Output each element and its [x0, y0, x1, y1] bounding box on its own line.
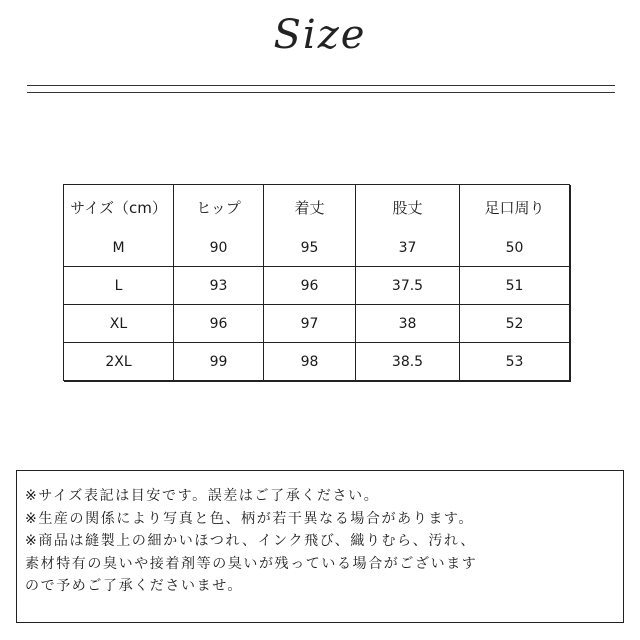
cell-rise: 38	[356, 305, 460, 343]
table-header-row	[64, 185, 569, 229]
cell-hem: 50	[460, 229, 569, 267]
cell-length: 95	[264, 229, 356, 267]
cell-hem: 52	[460, 305, 569, 343]
cell-hem: 53	[505, 353, 524, 370]
size-table	[63, 184, 570, 381]
cell-size: M	[64, 229, 174, 267]
cell-size: L	[64, 267, 174, 305]
cell-length: 97	[264, 305, 356, 343]
cell-size: 2XL	[64, 343, 174, 380]
cell-rise: 37	[356, 229, 460, 267]
note-line: ※生産の関係により写真と色、柄が若干異なる場合があります。	[25, 510, 475, 527]
divider-line	[27, 85, 615, 86]
cell-length: 96	[264, 267, 356, 305]
table-row	[64, 229, 569, 267]
header-rise: 股丈	[356, 185, 460, 229]
header-hip: ヒップ	[174, 185, 264, 229]
cell-hem: 51	[460, 267, 569, 305]
header-length: 着丈	[264, 185, 356, 229]
cell-rise: 38.5	[356, 343, 460, 380]
header-size: サイズ（cm）	[64, 185, 174, 229]
note-line: 素材特有の臭いや接着剤等の臭いが残っている場合がございます	[25, 555, 478, 572]
cell-hip: 96	[174, 305, 264, 343]
cell-hip: 99	[174, 343, 264, 380]
cell-hip: 93	[174, 267, 264, 305]
header-hem: 足口周り	[484, 198, 545, 217]
cell-rise: 37.5	[356, 267, 460, 305]
note-line: ※サイズ表記は目安です。誤差はご了承ください。	[25, 488, 380, 504]
table-row	[64, 343, 569, 380]
note-line: ※商品は縫製上の細かいほつれ、インク飛び、織りむら、汚れ、	[25, 533, 476, 549]
page-title: Size	[273, 12, 367, 58]
table-row	[64, 267, 569, 305]
cell-length: 98	[264, 343, 356, 380]
cell-size: XL	[64, 305, 174, 343]
cell-hip: 90	[174, 229, 264, 267]
notes-box	[16, 470, 624, 623]
divider-line	[27, 92, 615, 93]
note-line: ので予めご了承くださいませ。	[25, 578, 243, 594]
table-row	[64, 305, 569, 343]
